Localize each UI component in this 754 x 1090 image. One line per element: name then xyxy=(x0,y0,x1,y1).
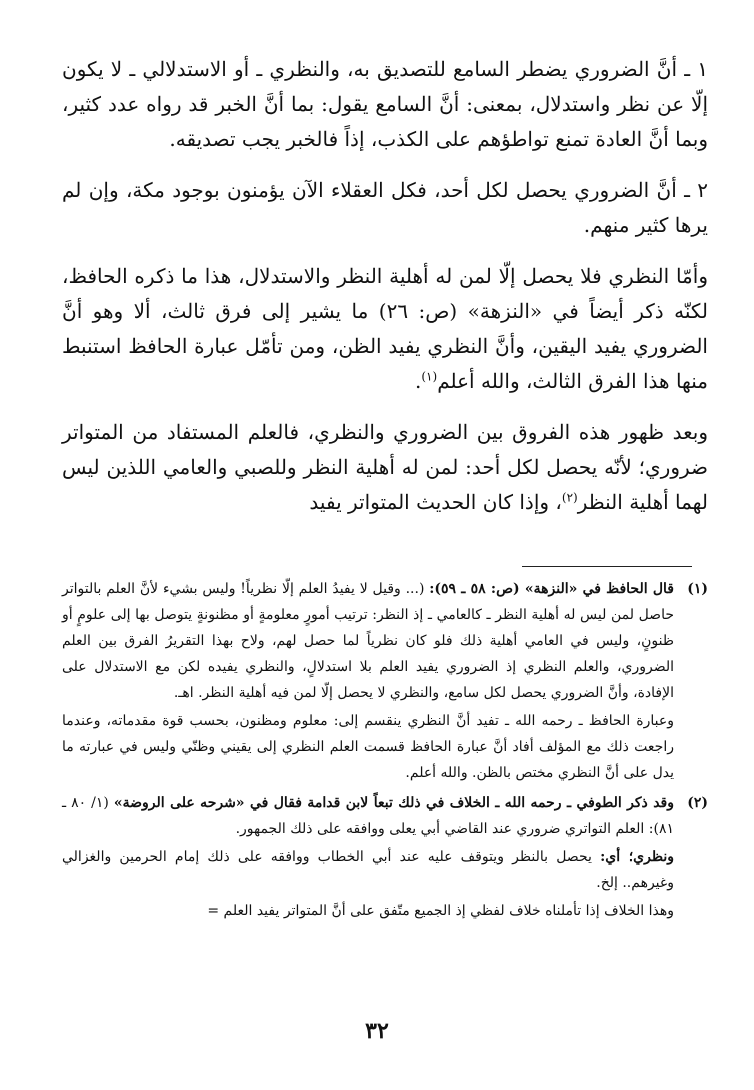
paragraph-2-text: ٢ ـ أنَّ الضروري يحصل لكل أحد، فكل العقلاء الآن يؤمنون بوجود مكة، وإن لم يرها كثير منهم. xyxy=(62,178,708,237)
footnote-separator xyxy=(522,566,692,567)
paragraph-3-tail: . xyxy=(415,369,422,393)
footnote-2-number: (٢) xyxy=(687,795,708,811)
paragraph-3 xyxy=(62,259,708,399)
footnote-2-body xyxy=(62,790,674,842)
paragraph-3-text: وأمّا النظري فلا يحصل إلّا لمن له أهلية النظر والاستدلال، هذا ما ذكره الحافظ، لكنّه ذكر أيضاً في «النزهة» (ص: ٢٦) ما يشير إلى فرق ثالث، ألا وهو أنَّ الضروري يفيد اليقين، وأنَّ النظري يفيد الظن، ومن تأمّل عبارة الحافظ استنبط منها هذا الفرق الثالث، والله أعلم xyxy=(62,264,708,393)
footnote-ref-1[interactable]: (١) xyxy=(421,369,438,384)
main-text xyxy=(62,52,708,536)
footnote-1-text-2: وعبارة الحافظ ـ رحمه الله ـ تفيد أنَّ النظري ينقسم إلى: معلوم ومظنون، بحسب قوة مقدماته، وعندما راجعت ذلك مع المؤلف أفاد أنَّ عبارة الحافظ قسمت العلم النظري إلى يقيني وظنّي وليس في عبارته ما يدل على أنَّ النظري مختص بالظن. والله أعلم. xyxy=(62,713,674,781)
paragraph-4-text: وبعد ظهور هذه الفروق بين الضروري والنظري، فالعلم المستفاد من المتواتر ضروري؛ لأنّه يحصل لكل أحد: لمن له أهلية النظر وللصبي والعامي اللذين ليس لهما أهلية النظر xyxy=(62,420,708,514)
footnote-2-text-2: يحصل بالنظر ويتوقف عليه عند أبي الخطاب ووافقه على ذلك إمام الحرمين والغزالي وغيرهم.. إلخ. xyxy=(62,849,674,891)
paragraph-4 xyxy=(62,415,708,520)
footnote-1-lead: قال الحافظ في «النزهة» (ص: ٥٨ ـ ٥٩): xyxy=(429,581,674,597)
page-number: ٣٢ xyxy=(365,1018,389,1044)
footnote-1-number: (١) xyxy=(687,581,708,597)
footnotes xyxy=(62,576,708,928)
paragraph-2 xyxy=(62,173,708,243)
footnote-1-body xyxy=(62,576,674,706)
paragraph-4-tail: ، وإذا كان الحديث المتواتر يفيد xyxy=(309,490,562,514)
paragraph-1 xyxy=(62,52,708,157)
footnote-1 xyxy=(62,576,708,788)
footnote-2-lead-2: ونظري؛ أي: xyxy=(600,849,675,865)
footnote-2-body-2 xyxy=(62,844,674,896)
paragraph-1-text: ١ ـ أنَّ الضروري يضطر السامع للتصديق به، والنظري ـ أو الاستدلالي ـ لا يكون إلّا عن نظر واستدلال، بمعنى: أنَّ السامع يقول: بما أنَّ الخبر قد رواه عدد كثير، وبما أنَّ العادة تمنع تواطؤهم على الكذب، إذاً فالخبر يجب تصديقه. xyxy=(62,57,708,151)
footnote-2-text: (١/ ٨٠ ـ ٨١): العلم التواتري ضروري عند القاضي أبي يعلى ووافقه على ذلك الجمهور. xyxy=(62,795,674,837)
footnote-2 xyxy=(62,790,708,926)
footnote-ref-2[interactable]: (٢) xyxy=(561,490,578,505)
footnote-2-lead: وقد ذكر الطوفي ـ رحمه الله ـ الخلاف في ذلك تبعاً لابن قدامة فقال في «شرحه على الروضة» xyxy=(113,795,674,811)
footnote-2-text-3: وهذا الخلاف إذا تأملناه خلاف لفظي إذ الجميع متّفق على أنَّ المتواتر يفيد العلم = xyxy=(207,903,674,919)
footnote-1-text: (... وقيل لا يفيدُ العلم إلّا نظرياً! وليس بشيء لأنَّ العلم بالتواتر حاصل لمن ليس له أهلية النظر ـ كالعامي ـ إذ النظر: ترتيب أمورٍ معلومةٍ أو مظنونةٍ يتوصل بها إلى علومٍ أو ظنونٍ، وليس في العامي أهلية ذلك فلو كان نظرياً لما حصل لهم، ولاح بهذا التقريرُ الفرق بين العلم الضروري، والعلم النظري إذ الضروري يفيد العلم بلا استدلالٍ، والنظري يفيده لكن مع الاستدلال على الإفادة، وأنَّ الضروري يحصل لكل سامع، والنظري لا يحصل إلّا لمن فيه أهلية النظر. اهـ. xyxy=(62,581,674,701)
